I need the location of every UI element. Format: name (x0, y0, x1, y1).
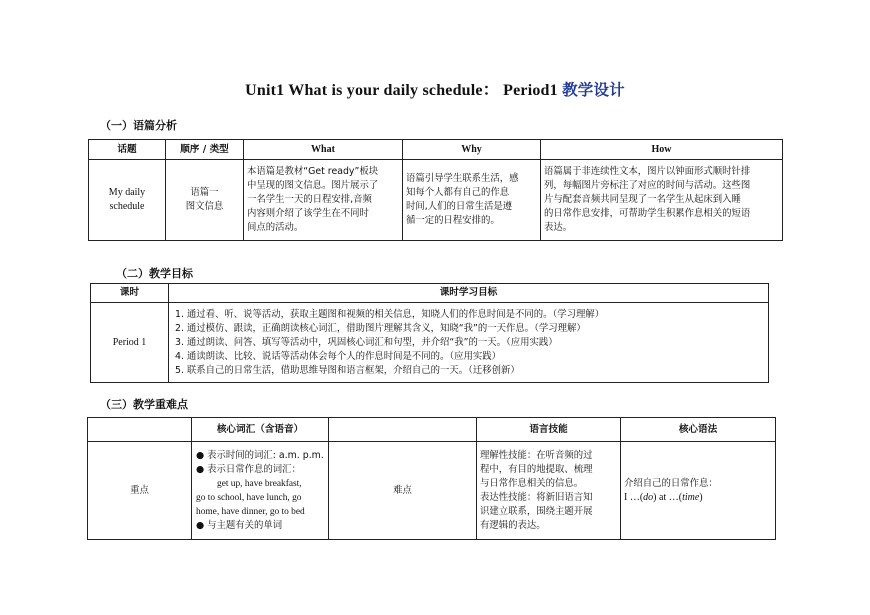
vocab-line: get up, have breakfast, (217, 478, 302, 489)
title-en: Unit1 What is your daily schedule： Period1 (245, 82, 563, 99)
why-line: 知每个人都有自己的作息 (406, 187, 510, 198)
topic-cell (89, 160, 166, 241)
skills-line: 理解性技能：在听音频的过 (480, 449, 593, 461)
grammar-do: do (643, 491, 654, 503)
how-line: 语篇属于非连续性文本，图片以钟面形式顺时针排 (544, 166, 751, 177)
key-points-table (87, 417, 776, 540)
skills-line: 程中，有目的地提取、梳理 (480, 463, 593, 475)
header-topic: 话题 (89, 140, 166, 160)
type-line: 语篇一 (190, 187, 219, 198)
grammar-part: ) at …( (653, 491, 683, 503)
vocab-line: go to school, have lunch, go (196, 492, 302, 503)
section-text-analysis: （一）语篇分析 (100, 119, 177, 132)
teaching-goals-table (90, 283, 769, 383)
skills-line: 表达性技能：将新旧语言知 (480, 491, 593, 503)
header-order-type: 顺序 / 类型 (166, 140, 244, 160)
text-analysis-table (88, 139, 783, 241)
why-line: 循一定的日程安排的。 (406, 215, 500, 226)
goals-cell (169, 303, 769, 383)
title-cn: 教学设计 (562, 81, 625, 99)
header-how: How (541, 140, 783, 160)
topic-line: My daily (108, 187, 146, 198)
what-cell (244, 160, 403, 241)
grammar-time: time (682, 491, 700, 503)
how-line: 列，每幅图片旁标注了对应的时间与活动。这些图 (544, 180, 751, 191)
what-line: 间点的活动。 (247, 222, 304, 233)
vocab-bullet: ● 与主题有关的单词 (196, 519, 283, 531)
grammar-part: ) (699, 491, 703, 503)
grammar-pattern (624, 491, 772, 505)
type-line: 图文信息 (185, 201, 224, 212)
section-key-difficult-points: （三）教学重难点 (100, 398, 188, 411)
page-title (0, 77, 870, 100)
header-what: What (244, 140, 403, 160)
blank-header-cell (88, 418, 192, 442)
header-core-vocab: 核心词汇（含语音） (192, 418, 329, 442)
goal-item: 4. 通读朗读、比较、说话等活动体会每个人的作息时间是不同的。（应用实践） (175, 350, 501, 362)
header-core-grammar: 核心语法 (621, 418, 776, 442)
goal-item: 3. 通过朗读、问答、填写等活动中，巩固核心词汇和句型，并介绍“我”的一天。（应用实践） (175, 336, 558, 348)
goal-item: 1. 通过看、听、说等活动，获取主题图和视频的相关信息，知晓人们的作息时间是不同的。（学习理解） (175, 308, 605, 320)
period-cell: Period 1 (91, 303, 169, 383)
what-line: 一名学生一天的日程安排,音频 (247, 194, 372, 205)
vocab-bullet: ● 表示时间的词汇: a.m. p.m. (196, 449, 324, 461)
grammar-cell (621, 442, 776, 540)
vocab-bullet: ● 表示日常作息的词汇： (196, 463, 301, 475)
vocab-cell (192, 442, 329, 540)
topic-line: schedule (109, 201, 145, 212)
header-period: 课时 (91, 284, 169, 303)
vocab-line: home, have dinner, go to bed (196, 506, 305, 517)
difficult-points-label: 难点 (329, 442, 477, 540)
what-line: 中呈现的图文信息。图片展示了 (247, 180, 379, 191)
why-cell (403, 160, 541, 241)
how-cell (541, 160, 783, 241)
header-why: Why (403, 140, 541, 160)
skills-line: 识建立联系，围绕主题开展 (480, 505, 593, 517)
what-line: 内容则介绍了该学生在不同时 (247, 208, 369, 219)
header-goals: 课时学习目标 (169, 284, 769, 303)
goal-item: 2. 通过模仿、跟读，正确朗读核心词汇，借助图片理解其含义，知晓“我”的一天作息。（学习理解） (175, 322, 586, 334)
type-cell (166, 160, 244, 241)
key-points-label: 重点 (88, 442, 192, 540)
skills-cell (477, 442, 621, 540)
skills-line: 有逻辑的表达。 (480, 519, 546, 531)
why-line: 语篇引导学生联系生活，感 (406, 173, 519, 184)
how-line: 片与配套音频共同呈现了一名学生从起床到入睡 (544, 194, 741, 205)
header-language-skills: 语言技能 (477, 418, 621, 442)
how-line: 表达。 (544, 222, 573, 233)
grammar-intro: 介绍自己的日常作息： (624, 477, 718, 489)
what-line: 本语篇是教材“Get ready”板块 (247, 166, 379, 177)
why-line: 时间,人们的日常生活是遵 (406, 201, 513, 212)
how-line: 的日常作息安排，可帮助学生积累作息相关的短语 (544, 208, 751, 219)
section-teaching-goals: （二）教学目标 (116, 267, 193, 280)
grammar-part: I …( (624, 491, 644, 503)
skills-line: 与日常作息相关的信息。 (480, 477, 584, 489)
goal-item: 5. 联系自己的日常生活，借助思维导图和语言框架，介绍自己的一天。（迁移创新） (175, 364, 520, 376)
blank-header-cell (329, 418, 477, 442)
